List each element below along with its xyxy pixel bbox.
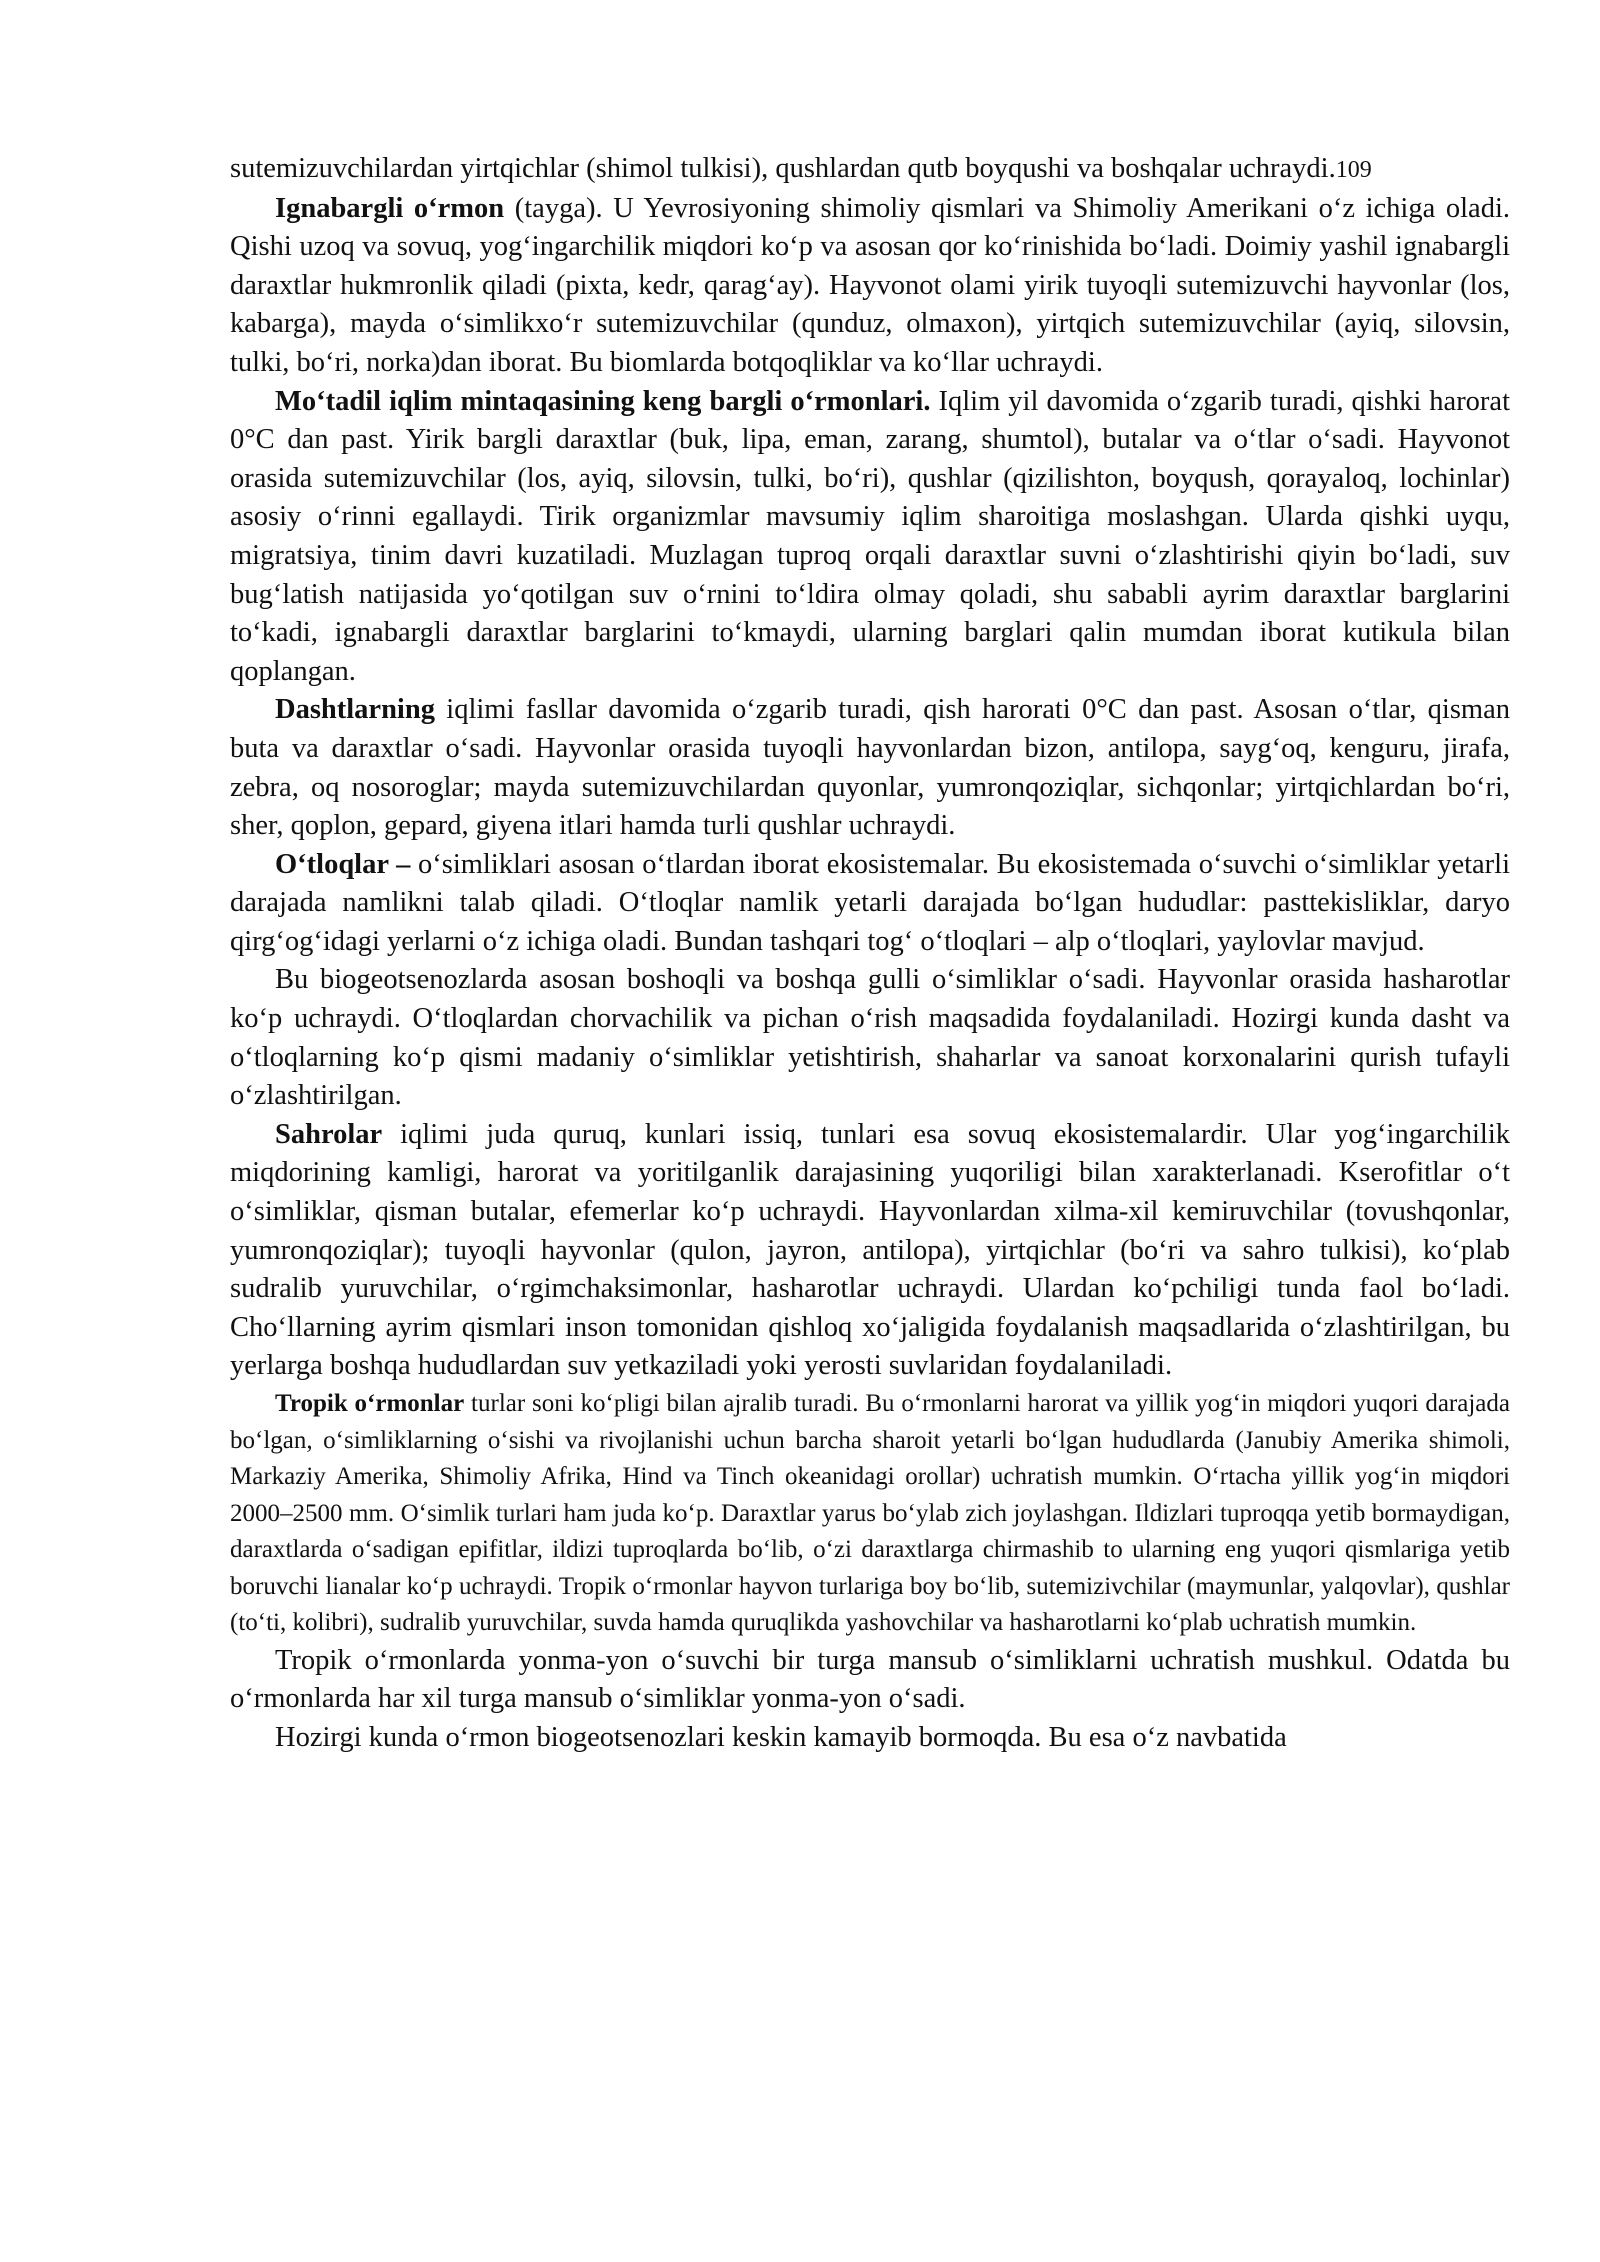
paragraph-text: Bu biogeotsenozlarda asosan boshoqli va boshqa gulli o‘simliklar o‘sadi. Hayvonlar orasida hasharotlar ko‘p uchraydi. O‘tloqlardan chorvachilik va pichan o‘rish maqsadida foydalaniladi. Hozirgi kunda dasht va o‘tloqlarning ko‘p qismi madaniy o‘simliklar yetishtirish, shaharlar va sanoat korxonalarini qurish tufayli o‘zlashtirilgan. [230, 964, 1510, 1112]
paragraph-text: Tropik o‘rmonlarda yonma-yon o‘suvchi bir turga mansub o‘simliklarni uchratish mushkul. Odatda bu o‘rmonlarda har xil turga mansub o‘simliklar yonma-yon o‘sadi. [230, 1644, 1510, 1715]
paragraph-taiga [230, 190, 1510, 383]
paragraph-text: o‘simliklari asosan o‘tlardan iborat ekosistemalar. Bu ekosistemada o‘suvchi o‘simliklar yetarli darajada namlikni talab qiladi. O‘tloqlar namlik yetarli darajada bo‘lgan hududlar: pasttekisliklar, daryo qirg‘og‘idagi yerlarni o‘z ichiga oladi. Bundan tashqari tog‘ o‘tloqlari – alp o‘tloqlari, yaylovlar mavjud. [230, 848, 1510, 957]
paragraph-text: iqlimi juda quruq, kunlari issiq, tunlari esa sovuq ekosistemalardir. Ular yog‘ingarchilik miqdorining kamligi, harorat va yoritilganlik darajasining yuqoriligi bilan xarakterlanadi. Kserofitlar o‘t o‘simliklar, qisman butalar, efemerlar ko‘p uchraydi. Hayvonlardan xilma-xil kemiruvchilar (tovushqonlar, yumronqoziqlar); tuyoqli hayvonlar (qulon, jayron, antilopa), yirtqichlar (bo‘ri va sahro tulkisi), ko‘plab sudralib yuruvchilar, o‘rgimchaksimonlar, hasharotlar uchraydi. Ulardan ko‘pchiligi tunda faol bo‘ladi. Cho‘llarning ayrim qismlari inson tomonidan qishloq xo‘jaligida foydalanish maqsadlarida o‘zlashtirilgan, bu yerlarga boshqa hududlardan suv yetkaziladi yoki yerosti suvlaridan foydalaniladi. [230, 1118, 1510, 1382]
paragraph-continuation [230, 150, 1510, 190]
reference-number: 109 [1335, 157, 1372, 183]
paragraph-text: sutemizuvchilardan yirtqichlar (shimol tulkisi), qushlardan qutb boyqushi va boshqalar uchraydi. [230, 153, 1336, 184]
paragraph-text: iqlimi fasllar davomida o‘zgarib turadi, qish harorati 0°C dan past. Asosan o‘tlar, qisman buta va daraxtlar o‘sadi. Hayvonlar orasida tuyoqli hayvonlardan bizon, antilopa, sayg‘oq, kenguru, jirafa, zebra, oq nosoroglar; mayda sutemizuvchilardan quyonlar, yumronqoziqlar, sichqonlar; yirtqichlardan bo‘ri, sher, qoplon, gepard, giyena itlari hamda turli qushlar uchraydi. [230, 694, 1510, 842]
paragraph-tropical-species [230, 1642, 1510, 1719]
paragraph-text: Iqlim yil davomida o‘zgarib turadi, qishki harorat 0°C dan past. Yirik bargli daraxtlar (buk, lipa, eman, zarang, shumtol), butalar va o‘tlar o‘sadi. Hayvonot orasida sutemizuvchilar (los, ayiq, silovsin, tulki, bo‘ri), qushlar (qizilishton, boyqush, qorayaloq, lochinlar) asosiy o‘rinni egallaydi. Tirik organizmlar mavsumiy iqlim sharoitiga moslashgan. Ularda qishki uyqu, migratsiya, tinim davri kuzatiladi. Muzlagan tuproq orqali daraxtlar suvni o‘zlashtirishi qiyin bo‘ladi, suv bug‘latish natijasida yo‘qotilgan suv o‘rnini to‘ldira olmay qoladi, shu sababli ayrim daraxtlar barglarini to‘kadi, ignabargli daraxtlar barglarini to‘kmaydi, ularning barglari qalin mumdan iborat kutikula bilan qoplangan. [230, 385, 1510, 687]
paragraph-meadows [230, 846, 1510, 962]
section-heading: Ignabargli o‘rmon [275, 192, 505, 224]
paragraph-tropical-forests [230, 1386, 1510, 1642]
paragraph-deserts [230, 1116, 1510, 1386]
section-heading: Sahrolar [275, 1118, 383, 1150]
paragraph-forest-decline [230, 1719, 1510, 1758]
paragraph-biogeocenoses [230, 961, 1510, 1115]
section-heading: Dashtlarning [275, 694, 435, 726]
paragraph-text: (tayga). U Yevrosiyoning shimoliy qismlari va Shimoliy Amerikani o‘z ichiga oladi. Qishi uzoq va sovuq, yog‘ingarchilik miqdori ko‘p va asosan qor ko‘rinishida bo‘ladi. Doimiy yashil ignabargli daraxtlar hukmronlik qiladi (pixta, kedr, qarag‘ay). Hayvonot olami yirik tuyoqli sutemizuvchi hayvonlar (los, kabarga), mayda o‘simlikxo‘r sutemizuvchilar (qunduz, olmaxon), yirtqich sutemizuvchilar (ayiq, silovsin, tulki, bo‘ri, norka)dan iborat. Bu biomlarda botqoqliklar va ko‘llar uchraydi. [230, 192, 1510, 378]
section-heading: Mo‘tadil iqlim mintaqasining keng bargli o‘rmonlari. [275, 385, 931, 417]
paragraph-broadleaf-forests [230, 383, 1510, 692]
section-heading: Tropik o‘rmonlar [275, 1390, 465, 1417]
paragraph-text: turlar soni ko‘pligi bilan ajralib turadi. Bu o‘rmonlarni harorat va yillik yog‘in miqdori yuqori darajada bo‘lgan, o‘simliklarning o‘sishi va rivojlanishi uchun barcha sharoit yetarli bo‘lgan hududlarda (Janubiy Amerika shimoli, Markaziy Amerika, Shimoliy Afrika, Hind va Tinch okeanidagi orollar) uchratish mumkin. O‘rtacha yillik yog‘in miqdori 2000–2500 mm. O‘simlik turlari ham juda ko‘p. Daraxtlar yarus bo‘ylab zich joylashgan. Ildizlari tuproqqa yetib bormaydigan, daraxtlarda o‘sadigan epifitlar, ildizi tuproqlarda bo‘lib, o‘zi daraxtlarga chirmashib to ularning eng yuqori qismlariga yetib boruvchi lianalar ko‘p uchraydi. Tropik o‘rmonlar hayvon turlariga boy bo‘lib, sutemizivchilar (maymunlar, yalqovlar), qushlar (to‘ti, kolibri), sudralib yuruvchilar, suvda hamda quruqlikda yashovchilar va hasharotlarni ko‘plab uchratish mumkin. [230, 1390, 1510, 1636]
paragraph-text: Hozirgi kunda o‘rmon biogeotsenozlari keskin kamayib bormoqda. Bu esa o‘z navbatida [275, 1721, 1287, 1753]
document-page [230, 150, 1510, 1757]
paragraph-steppes [230, 691, 1510, 845]
section-heading: O‘tloqlar – [275, 848, 411, 880]
